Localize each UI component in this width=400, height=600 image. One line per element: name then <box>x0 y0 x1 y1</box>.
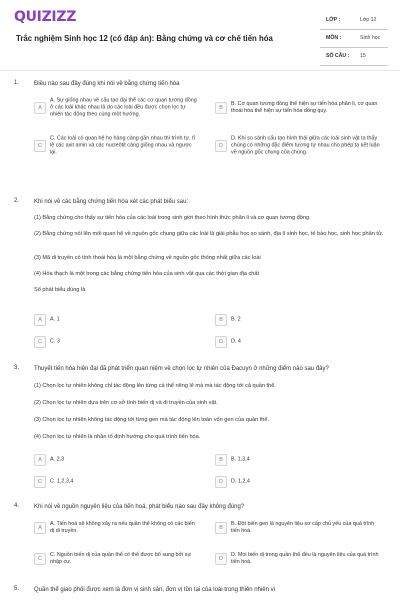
option-text: D. Khi so sánh cấu tạo hình thái giữa các loài sinh vật ta thấy chúng có những đặc điểm tương tự nhau cho phép ta kết luận về nguồn gốc chung của chúng. <box>231 135 380 156</box>
meta-row-grade <box>320 14 388 30</box>
option-letter-box[interactable]: A <box>34 522 46 534</box>
statement: (2) Bằng chứng nói lên mối quan hệ về nguồn gốc chung giữa các loài là giải phẫu học so sánh, địa lí sinh học, tế bào học, sinh học phân tử. <box>34 231 384 237</box>
option-letter-box[interactable]: A <box>34 454 46 466</box>
option-text: B. Đột biến gen là nguyên liệu sơ cấp chủ yếu của quá trình tiến hoá. <box>231 521 375 534</box>
worksheet-meta <box>320 14 388 68</box>
option-letter-box[interactable]: B <box>215 454 227 466</box>
question-text: Quần thể giao phối được xem là đơn vị sinh sản, đơn vị tồn tại của loài trong thiên nhiên vì <box>34 587 276 593</box>
option-letter-box[interactable]: B <box>215 522 227 534</box>
meta-label: SỐ CÂU : <box>326 53 350 59</box>
option-letter-box[interactable]: D <box>215 140 227 152</box>
option-text: A. 2,3 <box>50 456 65 463</box>
option-text: D. Mọi biến dị trong quần thể đều là nguyên liệu của quá trình tiến hoá. <box>231 552 379 565</box>
question-text: Điều nào sau đây đúng khi nói về bằng chứng tiến hóa <box>34 81 180 87</box>
question-number: 5. <box>14 586 20 592</box>
option-text: B. 1,3,4 <box>231 456 250 463</box>
option-text: B. Cơ quan tương đồng thể hiện sự tiến hóa phân li, cơ quan thoái hóa thể hiện sự tiến hóa đồng quy. <box>231 101 378 114</box>
option-letter-box[interactable]: A <box>34 102 46 114</box>
question-number: 1. <box>14 80 20 86</box>
option-text: C. Nguồn biến dị của quần thể có thể được bổ sung bởi sự nhập cư. <box>50 552 192 565</box>
option-letter-box[interactable]: D <box>215 476 227 488</box>
meta-value: Sinh học <box>360 35 381 41</box>
meta-label: LỚP : <box>326 17 341 23</box>
meta-row-question-count <box>320 50 388 66</box>
option-letter-box[interactable]: C <box>34 336 46 348</box>
meta-row-subject <box>320 32 388 48</box>
header-divider <box>0 70 400 71</box>
statement-prompt: Số phát biểu đúng là <box>34 287 86 293</box>
option-letter-box[interactable]: A <box>34 314 46 326</box>
option-text: C. 1,2,3,4 <box>50 478 74 485</box>
quizizz-logo: QUIZIZZ <box>14 9 77 25</box>
option-letter-box[interactable]: B <box>215 102 227 114</box>
option-letter-box[interactable]: B <box>215 314 227 326</box>
option-text: A. Sự giống nhau về cấu tạo đại thể các cơ quan tương đồng ở các loài khác nhau là do các loài đều được chọn lọc tự nhiên tác động theo cùng một hướng. <box>50 97 197 118</box>
option-text: A. Tiến hoá sẽ không xảy ra nếu quần thể không có các biến dị di truyền. <box>50 521 195 534</box>
option-letter-box[interactable]: D <box>215 336 227 348</box>
option-letter-box[interactable]: D <box>215 553 227 565</box>
statement: (1) Chọn lọc tự nhiên không chỉ tác động lên từng cá thể riêng lẻ mà mà tác động tới cả quần thể. <box>34 383 276 389</box>
statement: (3) Mã di truyền có tính thoái hóa là một bằng chứng về nguồn gốc thống nhất giữa các loài <box>34 255 261 261</box>
statement: (4) Chọn lọc tự nhiên là nhân tố định hướng cho quá trình tiến hóa. <box>34 434 201 440</box>
option-letter-box[interactable]: C <box>34 140 46 152</box>
meta-value: 15 <box>360 53 366 59</box>
statement: (2) Chọn lọc tự nhiên dựa trên cơ sở tính biến dị và di truyền của sinh vật. <box>34 400 218 406</box>
statement: (1) Bằng chứng cho thấy sự tiến hóa của các loài trong sinh giới theo hình thức phân li và cơ quan tương đồng <box>34 215 310 221</box>
question-text: Khi nói về các bằng chứng tiến hóa xét các phát biểu sau: <box>34 199 189 205</box>
option-text: C. Các loài có quan hệ họ hàng càng gần nhau thì trình tự, tỉ lệ các axit amin và các nucleôtit càng giống nhau và ngược lại. <box>50 135 195 156</box>
question-text: Khi nói về nguồn nguyên liệu của tiến hoá, phát biểu nào sau đây không đúng? <box>34 504 245 510</box>
option-text: D. 1,2,4 <box>231 478 250 485</box>
option-text: C. 3 <box>50 338 60 345</box>
worksheet-header <box>0 0 400 72</box>
option-text: D. 4 <box>231 338 241 345</box>
question-text: Thuyết tiến hóa hiện đại đã phát triển quan niệm về chọn lọc tự nhiên của Đacuyn ở những điểm nào sau đây? <box>34 366 329 372</box>
meta-label: MÔN : <box>326 35 342 41</box>
option-text: A. 1 <box>50 316 60 323</box>
question-number: 3. <box>14 365 20 371</box>
option-letter-box[interactable]: C <box>34 476 46 488</box>
statement: (3) Chọn lọc tự nhiên không tác động tới từng gen mà tác động lên toàn vốn gen của quần thể. <box>34 417 270 423</box>
statement: (4) Hóa thạch là một trong các bằng chứng tiến hóa của sinh vật qua các thời gian địa chất <box>34 271 260 277</box>
meta-value: Lớp 12 <box>360 17 377 23</box>
question-number: 2. <box>14 198 20 204</box>
worksheet-title: Trắc nghiệm Sinh học 12 (có đáp án): Bằng chứng và cơ chế tiến hóa <box>16 34 273 43</box>
option-text: B. 2 <box>231 316 241 323</box>
question-number: 4. <box>14 503 20 509</box>
option-letter-box[interactable]: C <box>34 553 46 565</box>
